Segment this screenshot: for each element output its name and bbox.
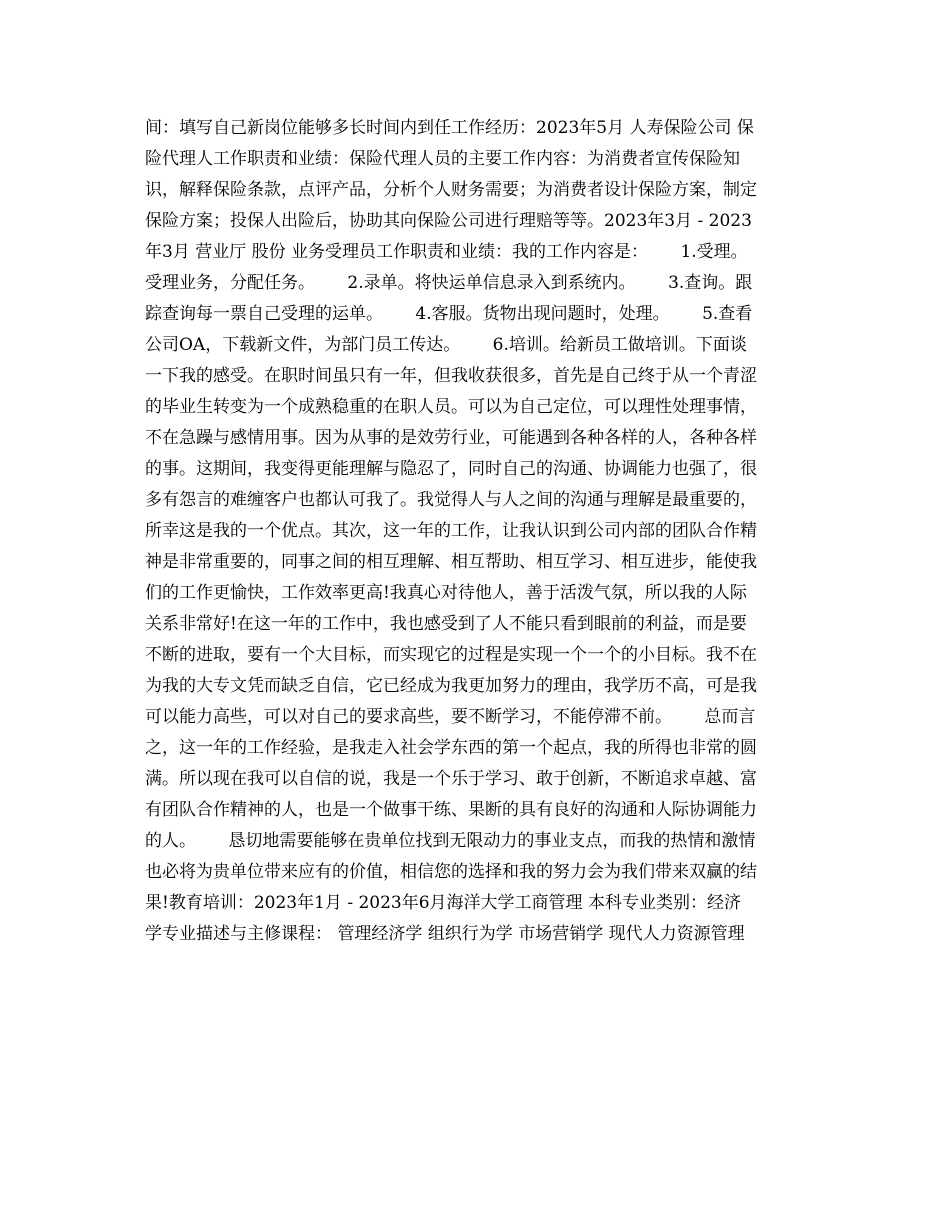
text-line: 的事。这期间，我变得更能理解与隐忍了，同时自己的沟通、协调能力也强了，很 xyxy=(145,459,757,479)
text-line: 保险方案；投保人出险后，协助其向保险公司进行理赔等等。2023年3月 - 2023 xyxy=(145,211,752,231)
text-line: 学专业描述与主修课程： 管理经济学 组织行为学 市场营销学 现代人力资源管理 xyxy=(145,924,745,944)
text-line: 可以能力高些，可以对自己的要求高些，要不断学习，不能停滞不前。 总而言 xyxy=(145,707,756,727)
text-line: 受理业务，分配任务。 2.录单。将快运单信息录入到系统内。 3.查询。跟 xyxy=(145,273,753,293)
text-line: 不在急躁与感情用事。因为从事的是效劳行业，可能遇到各种各样的人，各种各样 xyxy=(145,428,757,448)
text-line: 满。所以现在我可以自信的说，我是一个乐于学习、敢于创新，不断追求卓越、富 xyxy=(145,769,757,789)
text-line: 间：填写自己新岗位能够多长时间内到任工作经历：2023年5月 人寿保险公司 保 xyxy=(145,118,754,138)
text-line: 们的工作更愉快，工作效率更高!我真心对待他人，善于活泼气氛，所以我的人际 xyxy=(145,583,747,603)
text-line: 关系非常好!在这一年的工作中，我也感受到了人不能只看到眼前的利益，而是要 xyxy=(145,614,747,634)
text-line: 之，这一年的工作经验，是我走入社会学东西的第一个起点，我的所得也非常的圆 xyxy=(145,738,757,758)
text-line: 一下我的感受。在职时间虽只有一年，但我收获很多，首先是自己终于从一个青涩 xyxy=(145,366,757,386)
text-line: 有团队合作精神的人，也是一个做事干练、果断的具有良好的沟通和人际协调能力 xyxy=(145,800,757,820)
text-line: 不断的进取，要有一个大目标，而实现它的过程是实现一个一个的小目标。我不在 xyxy=(145,645,757,665)
text-line: 识，解释保险条款，点评产品，分析个人财务需要；为消费者设计保险方案，制定 xyxy=(145,180,757,200)
text-line: 果!教育培训：2023年1月 - 2023年6月海洋大学工商管理 本科专业类别：经济 xyxy=(145,893,741,913)
text-line: 险代理人工作职责和业绩：保险代理人员的主要工作内容：为消费者宣传保险知 xyxy=(145,149,740,169)
text-line: 年3月 营业厅 股份 业务受理员工作职责和业绩：我的工作内容是： 1.受理。 xyxy=(145,242,748,262)
text-line: 神是非常重要的，同事之间的相互理解、相互帮助、相互学习、相互进步，能使我 xyxy=(145,552,757,572)
text-line: 多有怨言的难缠客户也都认可我了。我觉得人与人之间的沟通与理解是最重要的， xyxy=(145,490,757,510)
text-line: 也必将为贵单位带来应有的价值，相信您的选择和我的努力会为我们带来双赢的结 xyxy=(145,862,757,882)
body-text xyxy=(145,113,810,950)
text-line: 公司OA，下载新文件，为部门员工传达。 6.培训。给新员工做培训。下面谈 xyxy=(145,335,747,355)
text-line: 的毕业生转变为一个成熟稳重的在职人员。可以为自己定位，可以理性处理事情， xyxy=(145,397,757,417)
text-line: 的人。 恳切地需要能够在贵单位找到无限动力的事业支点，而我的热情和激情 xyxy=(145,831,756,851)
text-line: 为我的大专文凭而缺乏自信，它已经成为我更加努力的理由，我学历不高，可是我 xyxy=(145,676,757,696)
text-line: 所幸这是我的一个优点。其次，这一年的工作，让我认识到公司内部的团队合作精 xyxy=(145,521,757,541)
text-line: 踪查询每一票自己受理的运单。 4.客服。货物出现问题时，处理。 5.查看 xyxy=(145,304,753,324)
